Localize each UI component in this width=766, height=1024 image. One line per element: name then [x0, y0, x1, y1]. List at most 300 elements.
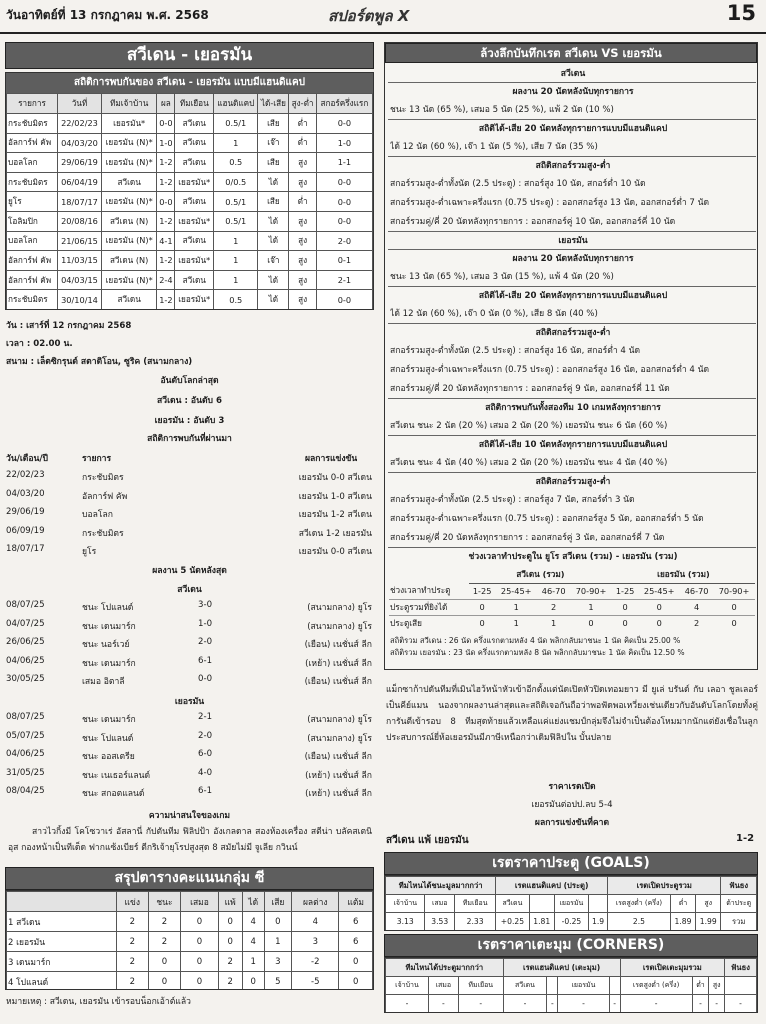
goal-time-header: 1-25 — [472, 586, 492, 596]
goal-time-header: 70-90+ — [575, 586, 607, 596]
past-meeting-comp: กระชับมิตร — [82, 473, 124, 483]
table-cell: อัลการ์ฟ คัพ — [7, 251, 58, 271]
table-cell: 2-4 — [157, 270, 175, 290]
standings-header: ชนะ — [148, 892, 181, 912]
over-under-text: สกอร์รวมสูง-ต่ำทั้งนัด (2.5 ประตู) : สกอร์สูง 10 นัด, สกอร์ต่ำ 10 นัด — [390, 179, 646, 189]
rate-value: - — [709, 995, 725, 1013]
goal-time-team2: เยอรมัน (รวม) — [612, 567, 755, 583]
table-cell: ยูโร — [7, 192, 58, 212]
form-venue: (เยือน) เนชั่นส์ ลีก — [304, 640, 372, 650]
table-cell: 1-2 — [157, 172, 175, 192]
form-date: 30/05/25 — [6, 674, 45, 684]
rate-sub-header: เรตสูงต่ำ (ครึ่ง) — [608, 895, 671, 913]
table-cell: 2 — [218, 952, 242, 972]
past-meeting-date: 22/02/23 — [6, 470, 45, 480]
page-number: 15 — [726, 1, 756, 25]
table-cell: 4 — [292, 912, 339, 932]
form-result: ชนะ เดนมาร์ก — [82, 621, 136, 632]
table-cell: กระชับมิตร — [7, 172, 58, 192]
form-venue: (สนามกลาง) ยูโร — [307, 603, 372, 613]
table-row — [7, 192, 373, 212]
past-meeting-comp: บอลโลก — [82, 510, 113, 520]
table-row — [7, 172, 373, 192]
table-cell: 0-1 — [316, 251, 372, 271]
prediction-title: ผลการแข่งขันที่คาด — [534, 818, 610, 828]
goal-time-header: 25-45+ — [643, 586, 675, 596]
rate-sub-header — [724, 977, 756, 995]
table-cell: 0.5/1 — [214, 114, 258, 134]
divider — [388, 398, 756, 399]
table-cell: ต่ำ — [289, 114, 316, 134]
standings-header: แพ้ — [218, 892, 242, 912]
form-score: 1-0 — [198, 618, 213, 629]
rate-sub-header: เสมอ — [425, 895, 455, 913]
table-row — [389, 583, 755, 599]
form-result: ชนะ สกอตแลนด์ — [82, 789, 145, 799]
table-cell: 3 เดนมาร์ก — [7, 952, 117, 972]
standings-header — [7, 892, 117, 912]
table-cell: สวีเดน — [101, 290, 156, 310]
table-cell: เยอรมัน* — [175, 251, 214, 271]
form-title: ผลงาน 20 นัดหลังนับทุกรายการ — [512, 254, 634, 264]
h2h10-text: สวีเดน ชนะ 2 นัด (20 %) เสมอ 2 นัด (20 %) เยอรมัน ชนะ 6 นัด (60 %) — [390, 421, 668, 431]
goals-banner: เรตราคาประตู (GOALS) — [384, 852, 758, 875]
h2h10-handicap-title: สถิติได้-เสีย 10 นัดหลังทุกรายการแบบมีแฮนดิแคป — [478, 440, 668, 450]
table-cell: 04/03/20 — [58, 133, 102, 153]
divider — [388, 231, 756, 232]
table-cell: 18/07/17 — [58, 192, 102, 212]
form-venue: (เยือน) เนชั่นส์ ลีก — [304, 677, 372, 687]
match-time: เวลา : 02.00 น. — [6, 339, 73, 349]
table-cell: 1-0 — [157, 133, 175, 153]
match-day: วัน : เสาร์ที่ 12 กรกฎาคม 2568 — [6, 321, 132, 331]
rate-value: 2.33 — [455, 913, 496, 931]
goal-time-header: 70-90+ — [718, 586, 750, 596]
table-cell: 1 สวีเดน — [7, 912, 117, 932]
table-cell: สวีเดน — [175, 133, 214, 153]
standings-header: ได้ — [242, 892, 264, 912]
past-meeting-date: 06/09/19 — [6, 525, 45, 536]
form-date: 04/06/25 — [6, 655, 45, 666]
table-cell: 30/10/14 — [58, 290, 102, 310]
form-result: ชนะ นอร์เวย์ — [82, 640, 130, 650]
over-under-title: สถิติสกอร์รวมสูง-ต่ำ — [535, 161, 611, 171]
prediction-score: 1-2 — [736, 833, 755, 844]
form-date: 26/06/25 — [6, 637, 45, 647]
page-header — [0, 0, 766, 34]
table-row — [7, 952, 373, 972]
past-meeting-comp: กระชับมิตร — [82, 528, 124, 539]
divider — [388, 156, 756, 157]
table-cell: สวีเดน — [101, 172, 156, 192]
table-cell: 0 — [638, 615, 680, 631]
table-cell: 0 — [181, 912, 218, 932]
table-cell: เยอรมัน (N)* — [101, 153, 156, 173]
table-cell: อัลการ์ฟ คัพ — [7, 270, 58, 290]
standings-header: แข่ง — [117, 892, 149, 912]
rate-value: 1.9 — [588, 913, 607, 931]
form-date: 08/07/25 — [6, 600, 45, 610]
rate-group-header: เรตแฮนดิแคป (ประตู) — [496, 877, 608, 895]
table-cell: 0-0 — [157, 114, 175, 134]
table-cell: 0 — [612, 599, 638, 615]
form-venue: (เยือน) เนชั่นส์ ลีก — [304, 752, 372, 762]
rate-sub-header: ทีมเยือน — [455, 895, 496, 913]
table-cell: 4 — [242, 932, 264, 952]
table-cell: 0 — [713, 599, 755, 615]
table-cell: 3 — [264, 952, 292, 972]
goal-time-header: 1-25 — [615, 586, 635, 596]
past-meeting-result: เยอรมัน 1-2 สวีเดน — [298, 510, 372, 520]
table-row — [386, 913, 757, 931]
table-cell: 1-2 — [157, 251, 175, 271]
form-result: ชนะ เนเธอร์แลนด์ — [82, 770, 151, 781]
table-row — [386, 977, 757, 995]
form-venue: (เหย้า) เนชั่นส์ ลีก — [305, 789, 372, 799]
table-cell: 1 — [214, 231, 258, 251]
table-cell: 21/06/15 — [58, 231, 102, 251]
table-cell: สูง — [289, 231, 316, 251]
over-under-title: สถิติสกอร์รวมสูง-ต่ำ — [535, 328, 611, 338]
past-meeting-date: 18/07/17 — [6, 544, 45, 554]
divider — [388, 82, 756, 83]
table-cell: 1 — [537, 615, 570, 631]
rate-value: - — [503, 995, 547, 1013]
past-header-result: ผลการแข่งขัน — [305, 454, 358, 464]
table-cell: 2 — [117, 912, 149, 932]
prediction-text: สวีเดน แพ้ เยอรมัน — [386, 835, 469, 846]
divider — [388, 119, 756, 120]
table-cell: เจ๊า — [258, 133, 289, 153]
table-row — [7, 932, 373, 952]
form-score: 0-0 — [198, 674, 213, 684]
table-cell: 2 — [680, 615, 713, 631]
table-cell: 2-1 — [316, 270, 372, 290]
table-cell: -5 — [292, 972, 339, 991]
standings-header: แต้ม — [339, 892, 373, 912]
rate-sub-header: ต่ำ — [670, 895, 695, 913]
table-cell: 6 — [339, 912, 373, 932]
table-cell: โอลิมปิก — [7, 211, 58, 231]
standings-header: เสีย — [264, 892, 292, 912]
table-cell: เยอรมัน* — [101, 114, 156, 134]
table-cell: 0 — [713, 615, 755, 631]
form-result: ชนะ โปแลนด์ — [82, 733, 134, 744]
table-cell: 0 — [469, 615, 495, 631]
table-cell: 11/03/15 — [58, 251, 102, 271]
h2h-header-cell: ทีมเยือน — [175, 94, 214, 114]
table-cell: 2 — [117, 952, 149, 972]
rate-group-header: เรตแฮนดิแคป (เตะมุม) — [503, 959, 620, 977]
table-cell: เยอรมัน* — [175, 172, 214, 192]
form-date: 31/05/25 — [6, 767, 45, 778]
table-cell: 22/02/23 — [58, 114, 102, 134]
table-cell: สูง — [289, 270, 316, 290]
odds-title: ราคาเรตเปิด — [548, 782, 596, 792]
table-cell: 0 — [638, 599, 680, 615]
goal-time-title: ช่วงเวลาทำประตูใน ยูโร สวีเดน (รวม) - เยอรมัน (รวม) — [468, 552, 678, 562]
table-cell: 1 — [495, 599, 537, 615]
table-cell: 1 — [214, 270, 258, 290]
ranking-team1: สวีเดน : อันดับ 6 — [157, 396, 222, 406]
table-cell: เยอรมัน* — [175, 211, 214, 231]
form-date: 04/07/25 — [6, 618, 45, 629]
divider — [388, 547, 756, 548]
table-row — [386, 895, 757, 913]
last5-title: ผลงาน 5 นัดหลังสุด — [152, 566, 227, 576]
news-text: สาวไวกิ้งมี โคโซวาเร่ อัสลานี่ กัปตันทีม ฟิลิปป้า อังเกลดาล สองห้องเครื่อง สตีน่า บลัคสเตนิอุส กองหน้าเป็นทีเด็ด ฟากแซ้งเบียร์ ตีกริเจ้ายุโรปสูงสุด 8 สมัยไม่มี จูเลีย กวินน์ — [8, 827, 372, 853]
divider — [388, 286, 756, 287]
table-cell: 0-0 — [316, 290, 372, 310]
rate-sub-header: สูง — [696, 895, 721, 913]
table-cell: บอลโลก — [7, 231, 58, 251]
goal-time-table — [389, 567, 755, 631]
table-cell: 2 — [117, 932, 149, 952]
rate-group-header: ทีมไหนได้ชนะมูลมากกว่า — [386, 877, 496, 895]
h2h-header-cell: สกอร์ครึ่งแรก — [316, 94, 372, 114]
rate-sub-header: สวีเดน — [496, 895, 529, 913]
table-cell: 0-0 — [316, 192, 372, 212]
ranking-team2: เยอรมัน : อันดับ 3 — [154, 416, 225, 426]
table-cell: 29/06/19 — [58, 153, 102, 173]
h2h10-over-under-text: สกอร์รวมคู่/คี่ 20 นัดหลังทุกรายการ : ออกสกอร์คู่ 3 นัด, ออกสกอร์คี่ 7 นัด — [390, 533, 665, 543]
table-cell: ได้ — [258, 172, 289, 192]
rate-value: - — [692, 995, 709, 1013]
over-under-text: สกอร์รวมคู่/คี่ 20 นัดหลังทุกรายการ : ออกสกอร์คู่ 10 นัด, ออกสกอร์คี่ 10 นัด — [390, 217, 676, 227]
last5-team1-title: สวีเดน — [177, 585, 202, 595]
rate-value: - — [724, 995, 756, 1013]
table-cell: ได้ — [258, 270, 289, 290]
standings-banner: สรุปตารางคะแนนกลุ่ม ซี — [5, 867, 374, 890]
match-stadium: สนาม : เล็ตซิกรุนด์ สตาดิโอน, ซูริค (สนามกลาง) — [6, 357, 193, 367]
rate-group-header: เรตเปิดเตะมุมรวม — [620, 959, 724, 977]
table-row — [7, 114, 373, 134]
form-result: ชนะ ออสเตรีย — [82, 752, 135, 762]
table-cell: ได้ — [258, 231, 289, 251]
divider — [388, 472, 756, 473]
table-row — [7, 153, 373, 173]
h2h10-handicap-text: สวีเดน ชนะ 4 นัด (40 %) เสมอ 2 นัด (20 %) เยอรมัน ชนะ 4 นัด (40 %) — [390, 458, 668, 468]
odds-value: เยอรมันต่อปป.ลบ 5-4 — [531, 800, 613, 810]
table-cell: 3 — [292, 932, 339, 952]
h2h-header-cell: ทีมเจ้าบ้าน — [101, 94, 156, 114]
rate-value: 3.53 — [425, 913, 455, 931]
form-score: 6-1 — [198, 655, 213, 666]
table-cell: สูง — [289, 153, 316, 173]
table-cell: สวีเดน — [175, 192, 214, 212]
table-row — [7, 290, 373, 310]
table-cell: 4 โปแลนด์ — [7, 972, 117, 991]
form-venue: (สนามกลาง) ยูโร — [307, 715, 372, 725]
table-cell: 0-0 — [316, 114, 372, 134]
table-cell: เจ๊า — [258, 251, 289, 271]
table-cell: 0.5/1 — [214, 211, 258, 231]
handicap-text: ได้ 12 นัด (60 %), เจ๊า 0 นัด (0 %), เสีย 8 นัด (40 %) — [390, 309, 598, 319]
table-cell: สวีเดน — [175, 114, 214, 134]
table-cell: -2 — [292, 952, 339, 972]
table-row — [7, 133, 373, 153]
table-cell: 04/03/15 — [58, 270, 102, 290]
table-cell: 0 — [264, 912, 292, 932]
table-cell: 20/08/16 — [58, 211, 102, 231]
handicap-title: สถิติได้-เสีย 20 นัดหลังทุกรายการแบบมีแฮนดิแคป — [478, 124, 668, 134]
form-score: 2-0 — [198, 730, 213, 741]
table-cell: บอลโลก — [7, 153, 58, 173]
table-cell: กระชับมิตร — [7, 290, 58, 310]
table-row — [386, 959, 757, 977]
form-score: 3-0 — [198, 600, 213, 610]
rate-group-header: ฟันธง — [724, 959, 756, 977]
h2h10-over-under-text: สกอร์รวมสูง-ต่ำทั้งนัด (2.5 ประตู) : สกอร์สูง 7 นัด, สกอร์ต่ำ 3 นัด — [390, 495, 635, 505]
rate-value: รวม — [721, 913, 757, 931]
rate-value: - — [620, 995, 692, 1013]
table-cell: 0.5/1 — [214, 192, 258, 212]
table-row — [7, 231, 373, 251]
table-cell: อัลการ์ฟ คัพ — [7, 133, 58, 153]
divider — [388, 435, 756, 436]
table-cell: สูง — [289, 172, 316, 192]
table-cell: 0 — [612, 615, 638, 631]
table-cell: 1 — [214, 133, 258, 153]
table-cell: 1 — [242, 952, 264, 972]
table-cell: ประตูเสีย — [389, 615, 469, 631]
standings-header: เสมอ — [181, 892, 218, 912]
rate-value: 2.5 — [608, 913, 671, 931]
form-date: 04/06/25 — [6, 749, 45, 759]
table-cell: 1 — [264, 932, 292, 952]
form-score: 4-0 — [198, 767, 213, 778]
table-cell: ประตูรวมที่ยิงได้ — [389, 599, 469, 615]
form-date: 08/07/25 — [6, 712, 45, 722]
h2h10-over-under-title: สถิติสกอร์รวมสูง-ต่ำ — [535, 477, 611, 487]
rate-value: - — [558, 995, 609, 1013]
form-score: 6-0 — [198, 749, 213, 759]
h2h-header-cell: ผล — [157, 94, 175, 114]
h2h-header-cell: แฮนดิแคป — [214, 94, 258, 114]
table-cell: สวีเดน — [175, 153, 214, 173]
table-cell: 0-0 — [316, 211, 372, 231]
standings-note: หมายเหตุ : สวีเดน, เยอรมัน เข้ารอบน็อกเอ้าต์แล้ว — [6, 997, 191, 1007]
form-text: ชนะ 13 นัด (65 %), เสมอ 3 นัด (15 %), แพ้ 4 นัด (20 %) — [390, 272, 614, 282]
past-meeting-result: เยอรมัน 0-0 สวีเดน — [298, 473, 372, 483]
table-cell: 0.5 — [214, 153, 258, 173]
rate-sub-header: สวีเดน — [503, 977, 547, 995]
rate-value: 1.81 — [529, 913, 554, 931]
form-date: 08/04/25 — [6, 786, 45, 796]
rate-sub-header: ต่ำ — [692, 977, 709, 995]
past-meeting-result: เยอรมัน 0-0 สวีเดน — [298, 547, 372, 557]
table-cell: 1-2 — [157, 290, 175, 310]
table-row — [389, 599, 755, 615]
table-cell: 0 — [218, 912, 242, 932]
table-cell: ได้ — [258, 211, 289, 231]
rate-group-header: เรตเปิดประตูรวม — [608, 877, 721, 895]
table-cell: สวีเดน (N) — [101, 251, 156, 271]
past-meeting-comp: อัลการ์ฟ คัพ — [82, 491, 128, 502]
table-cell: 2-0 — [316, 231, 372, 251]
form-score: 6-1 — [198, 786, 213, 796]
preview-text: แม็กซาก้าปดันทีมที่เมินไฮว้หน้าหัวเข้าอีกตั้งแต่นัดเปิดหัวปิดเทอมยาว มี ยูเล่ บรันด์ กับ เลอา ชูลเลอร์ เป็นคีย์แมน นองจากผลงานล่าสุดและสถิติเจอกันถือว่าพอฟัดพอเหวี่ยงเช่นเดียวกับอันดับโลกโดยทั้งคู่การันตีเข้ารอบ 8 ทีมสุดท้ายแล้วเหลือแค่แย่งแชมป์กลุ่มจึงไม่จำเป็นต้องโหมมากนักแต่ยังเชื่อในลูกประสบการณ์ยี่ห้อเยอรมันมีภาษีเหนือกว่าเดิมฟิลิปใน บั้นปลาย — [386, 685, 758, 743]
table-cell: 5 — [264, 972, 292, 991]
form-result: เสมอ อิตาลี — [82, 677, 125, 687]
table-cell: 1-2 — [157, 153, 175, 173]
goal-time-header: 46-70 — [684, 586, 709, 596]
rate-value: -0.25 — [554, 913, 588, 931]
standings-table — [5, 890, 374, 990]
rate-sub-header: เยอรมัน — [554, 895, 588, 913]
rate-sub-header: สูง — [709, 977, 725, 995]
goal-time-header: ช่วงเวลาทำประตู — [390, 585, 451, 596]
rate-sub-header: เสมอ — [428, 977, 458, 995]
h2h-table-title: สถิติการพบกันของ สวีเดน - เยอรมัน แบบมีแฮนดิแคป — [6, 73, 373, 93]
table-cell: ต่ำ — [289, 192, 316, 212]
corners-table — [384, 957, 758, 1013]
table-cell: 4 — [680, 599, 713, 615]
table-cell: 2 — [537, 599, 570, 615]
table-cell: เยอรมัน (N)* — [101, 192, 156, 212]
table-cell: 1 — [570, 599, 612, 615]
past-meeting-result: เยอรมัน 1-0 สวีเดน — [298, 491, 372, 502]
table-cell: สวีเดน — [175, 270, 214, 290]
table-cell — [389, 567, 469, 583]
table-cell: เยอรมัน (N)* — [101, 270, 156, 290]
over-under-text: สกอร์รวมสูง-ต่ำทั้งนัด (2.5 ประตู) : สกอร์สูง 16 นัด, สกอร์ต่ำ 4 นัด — [390, 346, 641, 356]
table-cell: สูง — [289, 251, 316, 271]
form-date: 05/07/25 — [6, 730, 45, 741]
rate-value: 1.99 — [696, 913, 721, 931]
table-cell: 0 — [181, 952, 218, 972]
table-cell: 1 — [495, 615, 537, 631]
table-row — [386, 877, 757, 895]
last5-team2-title: เยอรมัน — [174, 697, 205, 707]
h2h10-over-under-text: สกอร์รวมสูง-ต่ำเฉพาะครึ่งแรก (0.75 ประตู) : ออกสกอร์สูง 5 นัด, ออกสกอร์ต่ำ 5 นัด — [390, 514, 704, 524]
rate-value: - — [547, 995, 558, 1013]
h2h-header-cell: รายการ — [7, 94, 58, 114]
rate-sub-header: เจ้าบ้าน — [386, 895, 425, 913]
past-meeting-date: 04/03/20 — [6, 488, 45, 499]
table-cell: 2 — [148, 912, 181, 932]
past-meeting-comp: ยูโร — [82, 547, 97, 557]
ranking-title: อันดับโลกล่าสุด — [160, 376, 219, 386]
table-cell: 0-0 — [316, 172, 372, 192]
brand-logo: สปอร์ตพูล X — [328, 7, 410, 25]
rate-value: - — [458, 995, 503, 1013]
form-result: ชนะ โปแลนด์ — [82, 603, 134, 613]
rate-sub-header: ทีมเยือน — [458, 977, 503, 995]
match-title-banner: สวีเดน - เยอรมัน — [5, 42, 374, 69]
table-cell: 0 — [148, 952, 181, 972]
rate-value: 3.13 — [386, 913, 425, 931]
analysis-banner: ล้วงลึกบันทึกเรต สวีเดน VS เยอรมัน — [385, 43, 757, 63]
past-meeting-date: 29/06/19 — [6, 507, 45, 517]
table-cell: ได้ — [258, 290, 289, 310]
goal-time-header: 46-70 — [541, 586, 566, 596]
rate-sub-header: ต้าประตู — [721, 895, 757, 913]
past-header-date: วัน/เดือน/ปี — [6, 454, 48, 464]
table-cell: สูง — [289, 211, 316, 231]
table-cell: เยอรมัน (N)* — [101, 133, 156, 153]
divider — [388, 249, 756, 250]
rate-sub-header — [529, 895, 554, 913]
h2h-handicap-table — [5, 72, 374, 310]
team1-section-title: สวีเดน — [560, 69, 586, 79]
table-row — [7, 972, 373, 991]
rate-sub-header: เรตสูงต่ำ (ครึ่ง) — [620, 977, 692, 995]
h2h-header-cell: วันที่ — [58, 94, 102, 114]
table-cell: เยอรมัน* — [175, 290, 214, 310]
table-row — [389, 615, 755, 631]
goals-table — [384, 875, 758, 931]
